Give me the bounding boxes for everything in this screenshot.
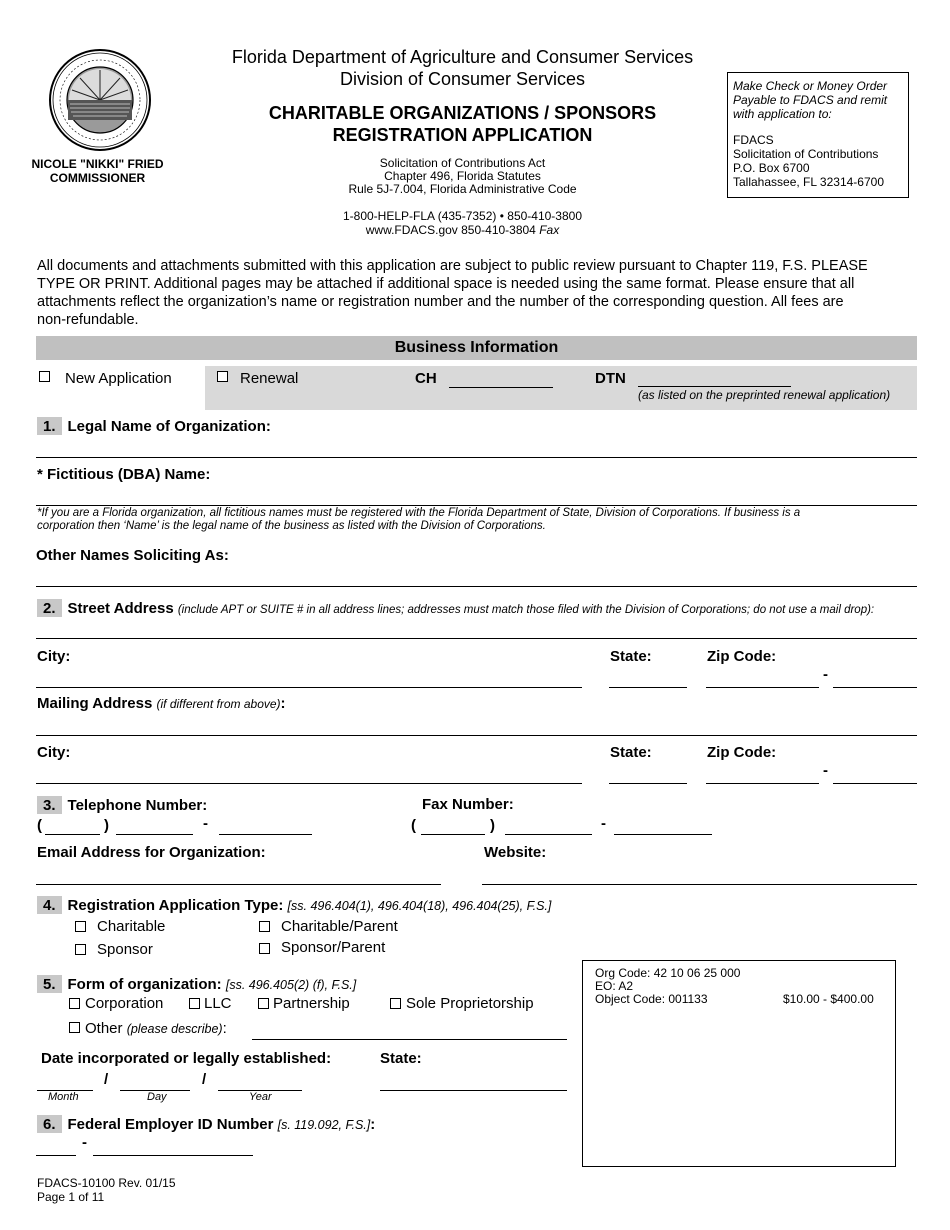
form-number: FDACS-10100 Rev. 01/15 [37,1176,176,1190]
phone-line-number-line[interactable] [219,834,312,835]
page-number: Page 1 of 11 [37,1190,105,1204]
date-slash-1: / [104,1071,109,1088]
q4-note: [ss. 496.404(1), 496.404(18), 496.404(25), F.S.] [287,899,552,913]
business-info-header: Business Information [36,336,917,360]
q6-colon: : [370,1116,376,1133]
mailing-city-input-line[interactable] [36,783,582,784]
payment-remit-box [727,72,909,198]
fein-prefix-line[interactable] [36,1155,76,1156]
other-org-colon: : [222,1020,227,1037]
fax-word: Fax [539,223,560,237]
mailing-address-text: Mailing Address [37,695,153,712]
eo-code: EO: A2 [595,979,634,993]
q2-street-address-label [37,599,874,617]
sponsor-checkbox[interactable] [75,944,86,955]
sole-proprietorship-label: Sole Proprietorship [406,995,534,1012]
other-org-label [85,1020,227,1037]
other-org-checkbox[interactable] [69,1022,80,1033]
mailing-zip-dash: - [823,762,828,779]
mailing-state-label: State: [610,744,652,761]
intro-paragraph [37,257,927,329]
division-name: Division of Consumer Services [339,69,586,89]
object-code: Object Code: 001133 [595,992,708,1006]
mailing-address-colon: : [280,695,286,712]
charitable-parent-label: Charitable/Parent [281,918,398,935]
renewal-label: Renewal [240,370,299,387]
q4-label-text: Registration Application Type: [67,897,284,914]
mailing-address-note: (if different from above) [156,697,281,711]
fdacs-seal-logo [48,48,152,152]
email-label: Email Address for Organization: [37,844,266,861]
phone-open-paren: ( [37,817,42,834]
city-label: City: [37,648,71,665]
dba-note-line-1: *If you are a Florida organization, all fictitious names must be registered with the Florida Department of State, Division of Corporations. If business is a [37,507,801,519]
web-fax-line [190,223,735,237]
q3-label-text: Telephone Number: [67,797,208,814]
month-caption: Month [48,1091,79,1103]
phone-dash: - [203,815,208,832]
mailing-address-input-line[interactable] [36,735,917,736]
sponsor-label: Sponsor [97,941,153,958]
phone-line: 1-800-HELP-FLA (435-7352) • 850-410-3800 [342,209,582,223]
zip-dash: - [823,666,828,683]
city-input-line[interactable] [36,687,582,688]
fee-range: $10.00 - $400.00 [783,992,874,1006]
law-reference-2: Chapter 496, Florida Statutes [384,169,541,183]
q1-label-text: Legal Name of Organization: [67,418,271,435]
other-names-label: Other Names Soliciting As: [36,547,229,564]
q2-number: 2. [37,599,62,617]
fein-dash: - [82,1134,87,1151]
year-caption: Year [249,1091,272,1103]
renewal-checkbox[interactable] [217,371,228,382]
corporation-checkbox[interactable] [69,998,80,1009]
zip-plus4-input-line[interactable] [833,687,917,688]
phone-close-paren: ) [104,817,109,834]
partnership-checkbox[interactable] [258,998,269,1009]
mailing-zip-input-line[interactable] [706,783,819,784]
q3-number: 3. [37,796,62,814]
dba-note [37,507,917,533]
mailing-city-label: City: [37,744,71,761]
state-input-line[interactable] [609,687,687,688]
form-title-line2: REGISTRATION APPLICATION [332,125,593,145]
fax-number-label: Fax Number: [422,796,514,813]
remit-address-2: Solicitation of Contributions [733,147,879,161]
email-input-line[interactable] [36,884,441,885]
ch-input-line[interactable] [449,387,553,388]
fax-line-number-line[interactable] [614,834,712,835]
remit-address-1: FDACS [733,133,774,147]
object-code-row [595,993,895,1006]
fax-dash: - [601,815,606,832]
mailing-zip-label: Zip Code: [707,744,777,761]
q5-label-text: Form of organization: [67,976,222,993]
commissioner-name: NICOLE "NIKKI" FRIED [31,157,164,171]
fax-close-paren: ) [490,817,495,834]
fax-open-paren: ( [411,817,416,834]
q4-number: 4. [37,896,62,914]
sponsor-parent-label: Sponsor/Parent [281,939,386,956]
q5-note: [ss. 496.405(2) (f), F.S.] [225,978,357,992]
department-name: Florida Department of Agriculture and Consumer Services [231,47,694,67]
dba-name-input-line[interactable] [36,505,917,506]
fax-prefix-line[interactable] [505,834,592,835]
charitable-label: Charitable [97,918,166,935]
day-caption: Day [147,1091,167,1103]
q1-legal-name-label [37,417,271,435]
other-org-note: (please describe) [126,1022,223,1036]
new-application-label: New Application [65,370,172,387]
partnership-label: Partnership [273,995,350,1012]
mailing-address-label [37,695,286,712]
llc-label: LLC [204,995,232,1012]
other-org-input-line[interactable] [252,1039,567,1040]
form-title-line1: CHARITABLE ORGANIZATIONS / SPONSORS [268,103,657,123]
sole-proprietorship-checkbox[interactable] [390,998,401,1009]
org-code: Org Code: 42 10 06 25 000 [595,966,741,980]
charitable-checkbox[interactable] [75,921,86,932]
q1-number: 1. [37,417,62,435]
sponsor-parent-checkbox[interactable] [259,943,270,954]
q5-number: 5. [37,975,62,993]
web-fax-text: www.FDACS.gov 850-410-3804 [365,223,536,237]
dba-name-label: * Fictitious (DBA) Name: [37,466,211,483]
date-slash-2: / [202,1071,207,1088]
q2-label-text: Street Address [67,600,174,617]
remit-address-4: Tallahassee, FL 32314-6700 [733,175,884,189]
legal-name-input-line[interactable] [36,457,917,458]
office-use-box [582,960,896,1167]
mailing-zip-plus4-input-line[interactable] [833,783,917,784]
q6-label-text: Federal Employer ID Number [67,1116,274,1133]
law-reference-1: Solicitation of Contributions Act [379,156,546,170]
q2-note: (include APT or SUITE # in all address lines; addresses must match those filed with the Division of Corporations; do not use a mail drop): [177,604,875,616]
llc-checkbox[interactable] [189,998,200,1009]
payment-instruction-1: Make Check or Money Order [733,79,888,93]
commissioner-title: COMMISSIONER [49,171,146,185]
q6-number: 6. [37,1115,62,1133]
intro-line-1: All documents and attachments submitted with this application are subject to public review pursuant to Chapter 119, F.S. PLEASE [37,258,868,274]
zip-label: Zip Code: [707,648,777,665]
payment-instruction-3: with application to: [733,107,832,121]
q5-form-of-organization-label [37,975,356,993]
fein-suffix-line[interactable] [93,1155,253,1156]
remit-address-3: P.O. Box 6700 [733,161,810,175]
form-title [190,102,735,146]
payment-instruction-2: Payable to FDACS and remit [733,93,888,107]
incorporated-state-input-line[interactable] [380,1090,567,1091]
q6-fein-label [37,1115,375,1133]
corporation-label: Corporation [85,995,164,1012]
q3-telephone-label [37,796,207,814]
incorporated-state-label: State: [380,1050,422,1067]
phone-prefix-line[interactable] [116,834,193,835]
dtn-input-line[interactable] [638,386,791,387]
q6-note: [s. 119.092, F.S.] [277,1118,371,1132]
charitable-parent-checkbox[interactable] [259,921,270,932]
mailing-state-input-line[interactable] [609,783,687,784]
website-label: Website: [484,844,547,861]
other-names-input-line[interactable] [36,586,917,587]
phone-area-code-line[interactable] [45,834,100,835]
q4-application-type-label [37,896,551,914]
footer [37,1176,176,1204]
dtn-note: (as listed on the preprinted renewal application) [638,388,891,402]
dtn-label: DTN [595,370,626,387]
date-incorporated-label: Date incorporated or legally established: [41,1050,332,1067]
website-input-line[interactable] [482,884,917,885]
ch-label: CH [415,370,437,387]
state-label: State: [610,648,652,665]
new-application-checkbox[interactable] [39,371,50,382]
intro-line-2: TYPE OR PRINT. Additional pages may be attached if additional space is needed using the same format. Please ensure that all [37,276,855,292]
fax-area-code-line[interactable] [421,834,485,835]
dba-note-line-2: corporation then ‘Name’ is the legal name of the business as listed with the Division of Corporations. [37,520,546,532]
intro-line-3: attachments reflect the organization’s name or registration number and the number of the corresponding question. All fees are [37,294,844,310]
intro-line-4: non-refundable. [37,312,139,328]
other-org-text: Other [85,1020,123,1037]
law-reference-3: Rule 5J-7.004, Florida Administrative Code [348,182,577,196]
zip-input-line[interactable] [706,687,819,688]
street-address-input-line[interactable] [36,638,917,639]
